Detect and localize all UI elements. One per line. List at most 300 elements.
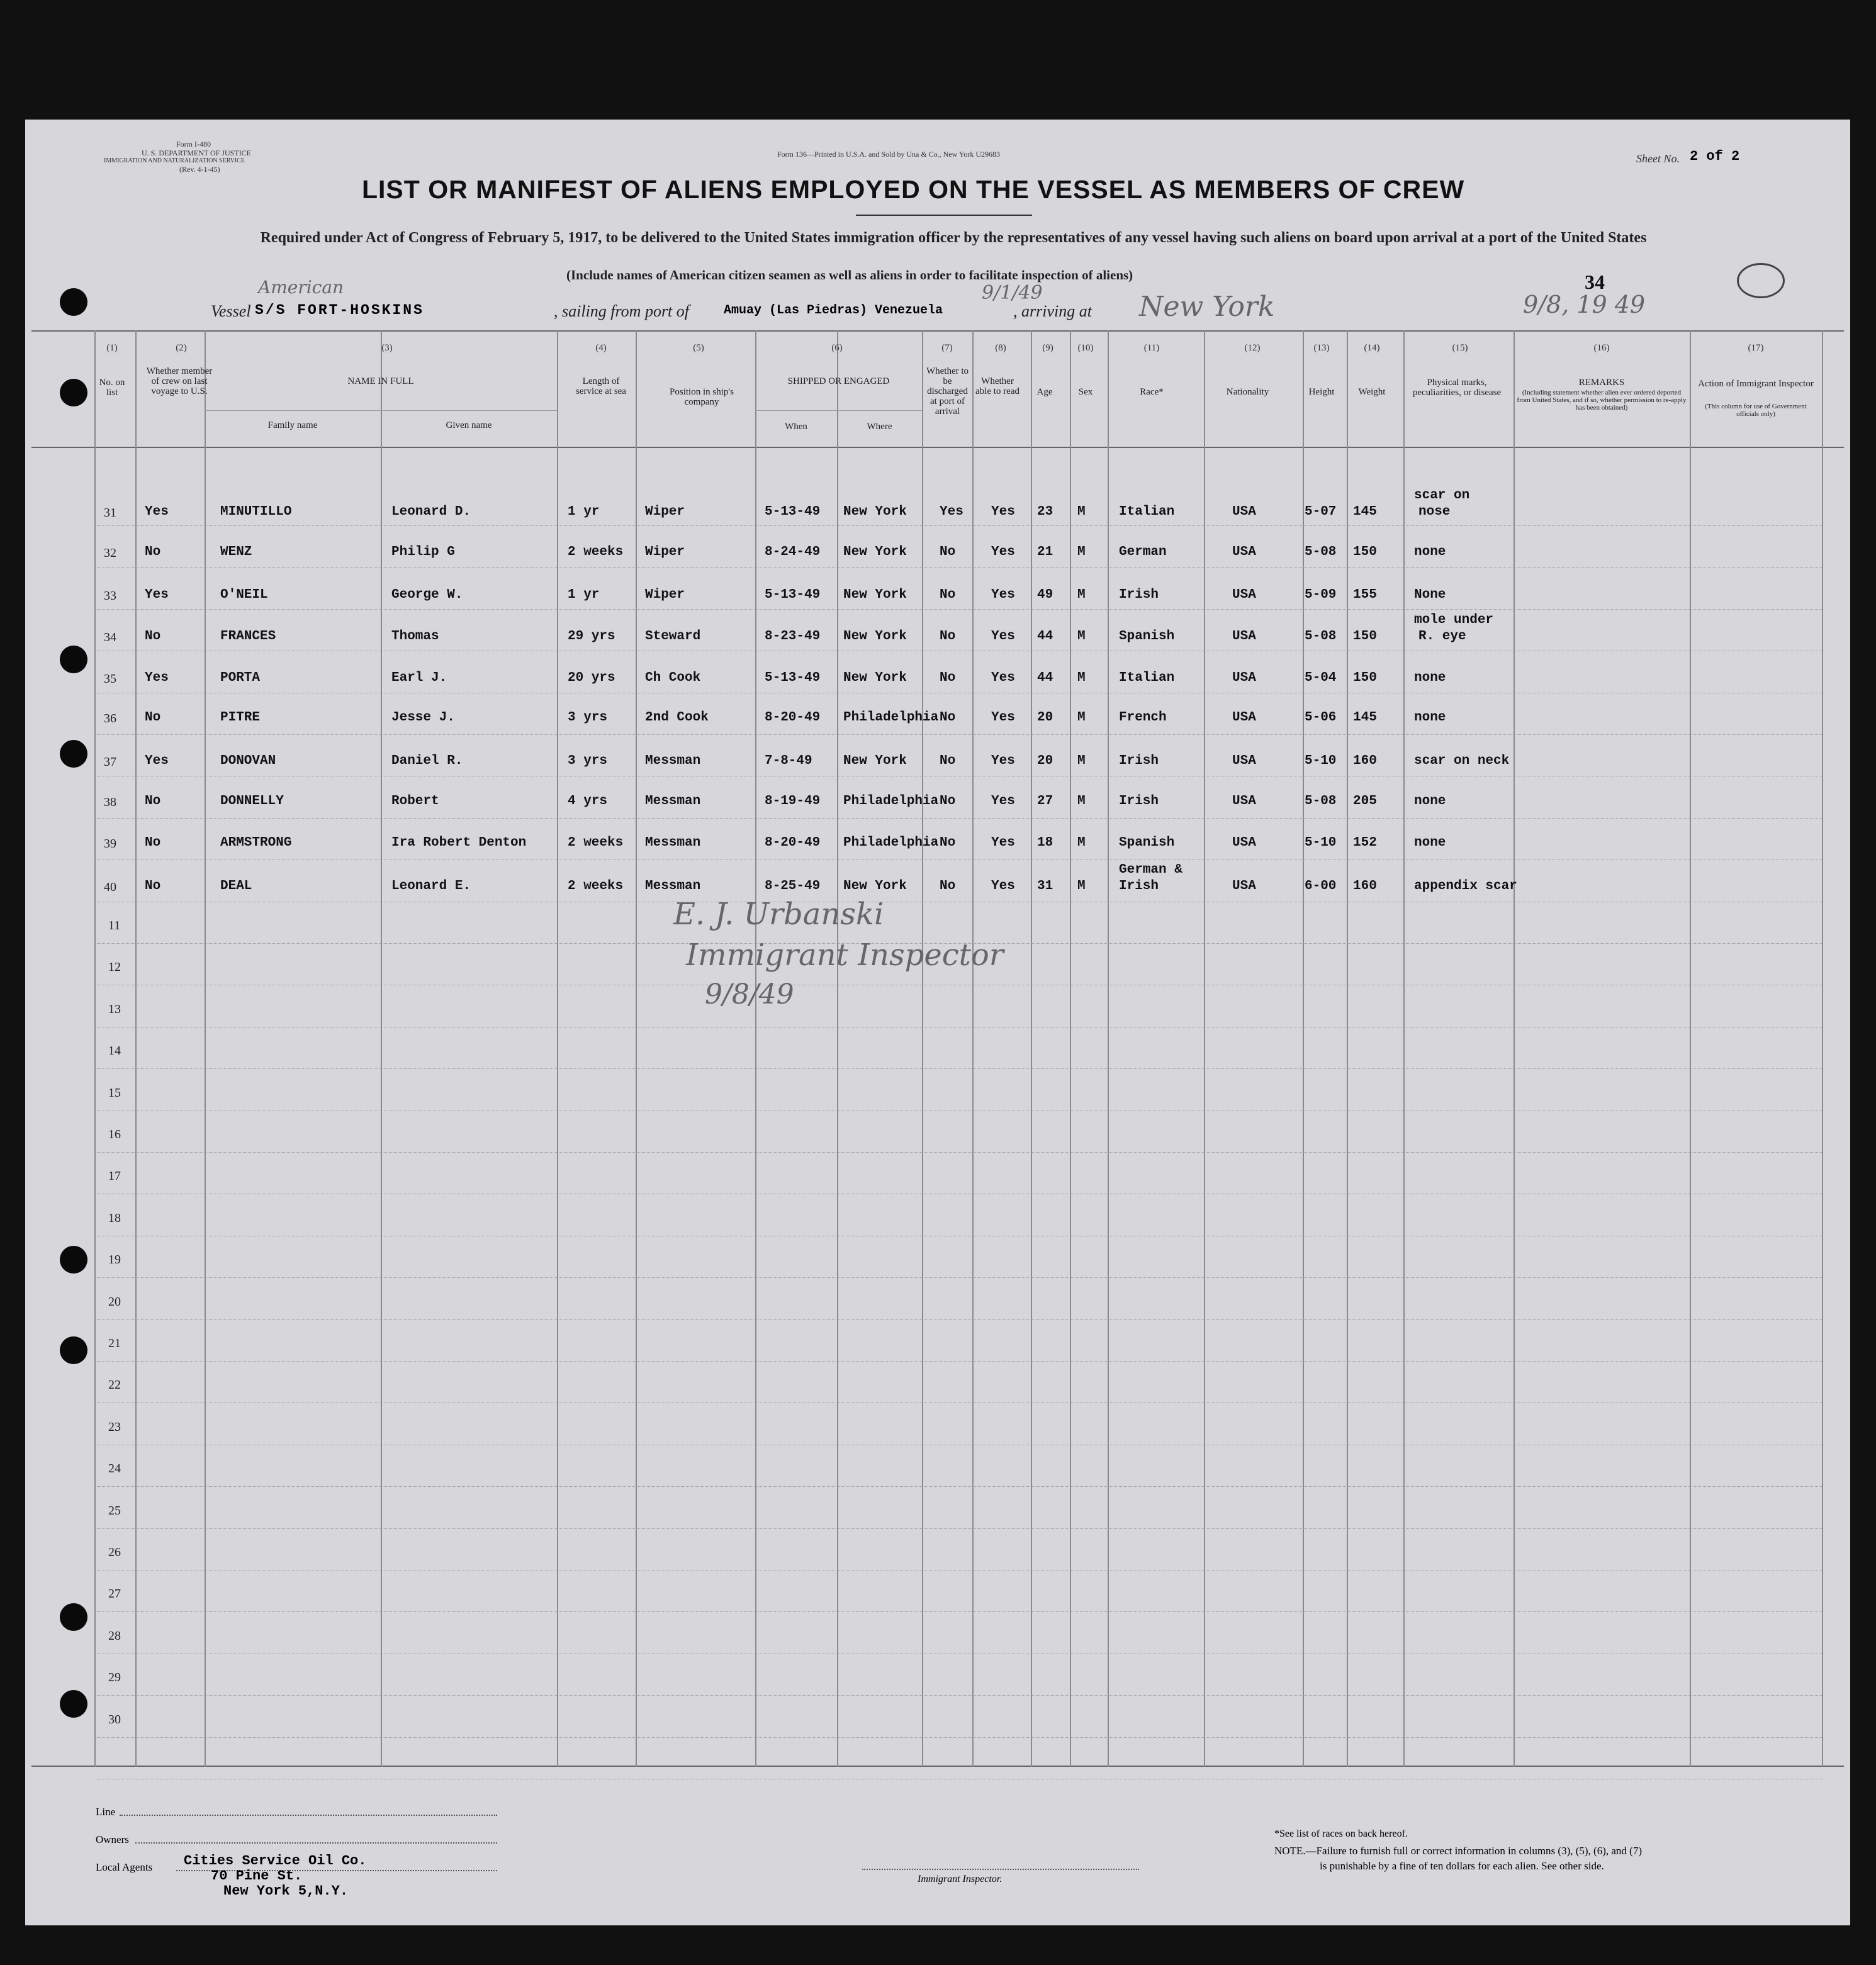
row-number: 22 bbox=[108, 1378, 121, 1392]
cell-nationality: USA bbox=[1232, 710, 1256, 725]
colnum-8: (8) bbox=[995, 343, 1006, 353]
line-label: Line bbox=[96, 1806, 116, 1818]
cell-family: DONOVAN bbox=[220, 754, 276, 768]
cell-where: Philadelphia bbox=[843, 836, 939, 850]
cell-nationality: USA bbox=[1232, 754, 1256, 768]
cell-age: 21 bbox=[1037, 545, 1053, 559]
inspector-label: Immigrant Inspector. bbox=[918, 1874, 1003, 1884]
row-number: 18 bbox=[108, 1211, 121, 1225]
colnum-14: (14) bbox=[1364, 343, 1380, 353]
revision: (Rev. 4-1-45) bbox=[179, 165, 220, 174]
cell-last-voyage: No bbox=[145, 545, 161, 559]
cell-sex: M bbox=[1077, 629, 1086, 644]
punch-hole bbox=[60, 1336, 87, 1364]
cell-marks: none bbox=[1414, 794, 1446, 809]
manifest-sheet bbox=[25, 120, 1850, 1925]
cell-service: 29 yrs bbox=[568, 629, 615, 644]
cell-age: 18 bbox=[1037, 836, 1053, 850]
row-number: 21 bbox=[108, 1336, 121, 1350]
cell-family: O'NEIL bbox=[220, 588, 268, 602]
sailing-date: 9/1/49 bbox=[982, 282, 1043, 304]
column-divider bbox=[557, 330, 558, 1767]
cell-given: Daniel R. bbox=[391, 754, 463, 768]
colnum-9: (9) bbox=[1042, 343, 1053, 353]
column-divider bbox=[922, 330, 923, 1767]
cell-weight: 155 bbox=[1353, 588, 1377, 602]
colnum-1: (1) bbox=[106, 343, 118, 353]
column-divider bbox=[205, 330, 206, 1767]
row-number: 35 bbox=[104, 672, 116, 686]
name-subheader-line bbox=[205, 410, 557, 411]
cell-discharged: No bbox=[940, 671, 956, 685]
cell-sex: M bbox=[1077, 671, 1086, 685]
note-text-2: is punishable by a fine of ten dollars for each alien. See other side. bbox=[1320, 1860, 1604, 1872]
row-number: 15 bbox=[108, 1085, 121, 1100]
cell-service: 2 weeks bbox=[568, 879, 624, 893]
header-race: Race* bbox=[1140, 387, 1164, 397]
colnum-2: (2) bbox=[176, 343, 187, 353]
colnum-10: (10) bbox=[1077, 343, 1094, 353]
header-last-voyage: Whether member of crew on last voyage to U.S. bbox=[146, 366, 213, 396]
colnum-15: (15) bbox=[1452, 343, 1468, 353]
cell-race: Irish bbox=[1119, 879, 1159, 893]
cell-nationality: USA bbox=[1232, 879, 1256, 893]
cell-given: Robert bbox=[391, 794, 439, 809]
cell-last-voyage: No bbox=[145, 794, 161, 809]
row-number: 34 bbox=[104, 630, 116, 644]
cell-service: 20 yrs bbox=[568, 671, 615, 685]
row-number: 28 bbox=[108, 1628, 121, 1643]
header-physical-marks: Physical marks, peculiarities, or disease bbox=[1412, 378, 1502, 398]
row-number: 17 bbox=[108, 1169, 121, 1184]
colnum-13: (13) bbox=[1313, 343, 1330, 353]
cell-where: New York bbox=[843, 754, 907, 768]
note-text: —Failure to furnish full or correct information in columns (3), (5), (6), and (7) bbox=[1305, 1845, 1642, 1857]
cell-height: 5-08 bbox=[1305, 794, 1337, 809]
cell-given: Leonard D. bbox=[391, 505, 471, 519]
agent-name: Cities Service Oil Co. bbox=[184, 1853, 367, 1869]
form-number: Form I-480 bbox=[176, 140, 211, 148]
cell-sex: M bbox=[1077, 710, 1086, 725]
cell-race: Spanish bbox=[1119, 629, 1175, 644]
cell-weight: 150 bbox=[1353, 545, 1377, 559]
inspector-title: Immigrant Inspector bbox=[686, 938, 1004, 973]
cell-where: Philadelphia bbox=[843, 794, 939, 809]
cell-when: 8-24-49 bbox=[765, 545, 821, 559]
cell-service: 1 yr bbox=[568, 505, 600, 519]
row-guide bbox=[94, 1611, 1822, 1612]
header-remarks: REMARKS bbox=[1578, 378, 1625, 388]
cell-marks: mole under bbox=[1414, 613, 1494, 627]
cell-discharged: No bbox=[940, 794, 956, 809]
cell-race: German bbox=[1119, 545, 1167, 559]
cell-age: 31 bbox=[1037, 879, 1053, 893]
inspector-field bbox=[862, 1869, 1139, 1870]
cell-position: 2nd Cook bbox=[645, 710, 709, 725]
colnum-6: (6) bbox=[831, 343, 843, 353]
punch-hole bbox=[60, 1603, 87, 1631]
column-divider bbox=[1108, 330, 1109, 1767]
row-number: 16 bbox=[108, 1128, 121, 1141]
cell-race: Spanish bbox=[1119, 836, 1175, 850]
cell-position: Messman bbox=[645, 754, 701, 768]
row-number: 32 bbox=[104, 546, 116, 560]
cell-sex: M bbox=[1077, 794, 1086, 809]
include-note: (Include names of American citizen seamen as well as aliens in order to facilitate inspection of aliens) bbox=[566, 267, 1133, 283]
row-guide bbox=[94, 1277, 1822, 1278]
cell-race: Irish bbox=[1119, 754, 1159, 768]
cell-family: DONNELLY bbox=[220, 794, 284, 809]
cell-when: 8-20-49 bbox=[765, 710, 821, 725]
header-bottom-border bbox=[31, 447, 1844, 448]
row-number: 11 bbox=[108, 919, 121, 932]
page-number: 34 bbox=[1585, 271, 1605, 293]
cell-where: New York bbox=[843, 671, 907, 685]
punch-hole bbox=[60, 646, 87, 673]
cell-weight: 150 bbox=[1353, 629, 1377, 644]
cell-height: 5-06 bbox=[1305, 710, 1337, 725]
cell-marks: none bbox=[1414, 671, 1446, 685]
punch-hole bbox=[60, 1690, 87, 1718]
cell-height: 5-07 bbox=[1305, 505, 1337, 519]
cell-discharged: No bbox=[940, 545, 956, 559]
cell-given: George W. bbox=[391, 588, 463, 602]
cell-weight: 150 bbox=[1353, 671, 1377, 685]
cell-read: Yes bbox=[991, 754, 1015, 768]
cell-when: 8-19-49 bbox=[765, 794, 821, 809]
cell-race: Irish bbox=[1119, 588, 1159, 602]
header-discharged: Whether to be discharged at port of arrival bbox=[926, 366, 969, 417]
column-divider bbox=[837, 330, 838, 1767]
cell-service: 2 weeks bbox=[568, 836, 624, 850]
row-number: 31 bbox=[104, 506, 116, 520]
cell-when: 5-13-49 bbox=[765, 505, 821, 519]
cell-age: 44 bbox=[1037, 629, 1053, 644]
cell-when: 8-23-49 bbox=[765, 629, 821, 644]
cell-age: 20 bbox=[1037, 710, 1053, 725]
column-divider bbox=[94, 330, 96, 1767]
row-number: 14 bbox=[108, 1044, 121, 1058]
cell-height: 5-08 bbox=[1305, 629, 1337, 644]
service: IMMIGRATION AND NATURALIZATION SERVICE bbox=[104, 157, 245, 164]
cell-family: PORTA bbox=[220, 671, 261, 685]
note-label-text: NOTE. bbox=[1274, 1845, 1306, 1857]
cell-family: DEAL bbox=[220, 879, 252, 893]
sheet-value: 2 of 2 bbox=[1690, 148, 1740, 164]
cell-height: 5-10 bbox=[1305, 836, 1337, 850]
cell-height: 6-00 bbox=[1305, 879, 1337, 893]
row-guide bbox=[94, 734, 1822, 735]
cell-sex: M bbox=[1077, 505, 1086, 519]
vessel-name: S/S FORT-HOSKINS bbox=[255, 302, 424, 318]
cell-service: 1 yr bbox=[568, 588, 600, 602]
cell-where: New York bbox=[843, 505, 907, 519]
signature-date: 9/8/49 bbox=[705, 978, 794, 1010]
header-height: Height bbox=[1308, 387, 1335, 397]
cell-marks: scar on bbox=[1414, 488, 1470, 503]
cell-age: 27 bbox=[1037, 794, 1053, 809]
cell-marks: appendix scar bbox=[1414, 879, 1517, 893]
cell-nationality: USA bbox=[1232, 588, 1256, 602]
header-sex: Sex bbox=[1078, 387, 1093, 397]
cell-last-voyage: No bbox=[145, 629, 161, 644]
header-able-to-read: Whether able to read bbox=[975, 376, 1019, 396]
arriving-port: New York bbox=[1139, 291, 1275, 323]
colnum-4: (4) bbox=[595, 343, 607, 353]
cell-age: 49 bbox=[1037, 588, 1053, 602]
row-guide bbox=[94, 1486, 1822, 1487]
cell-race: French bbox=[1119, 710, 1167, 725]
cell-service: 3 yrs bbox=[568, 710, 608, 725]
header-name-in-full: NAME IN FULL bbox=[347, 376, 414, 386]
cell-position: Steward bbox=[645, 629, 701, 644]
cell-when: 5-13-49 bbox=[765, 588, 821, 602]
cell-marks: nose bbox=[1418, 505, 1451, 519]
cell-read: Yes bbox=[991, 545, 1015, 559]
header-given-name: Given name bbox=[446, 420, 492, 430]
owners-label: Owners bbox=[96, 1833, 129, 1845]
row-number: 33 bbox=[104, 589, 116, 603]
cell-read: Yes bbox=[991, 879, 1015, 893]
cell-read: Yes bbox=[991, 505, 1015, 519]
cell-when: 8-20-49 bbox=[765, 836, 821, 850]
agent-city: New York 5,N.Y. bbox=[223, 1883, 349, 1899]
cell-given: Leonard E. bbox=[391, 879, 471, 893]
colnum-17: (17) bbox=[1748, 343, 1764, 353]
row-number: 40 bbox=[104, 880, 116, 894]
header-no-on-list: No. on list bbox=[99, 378, 125, 398]
department: U. S. DEPARTMENT OF JUSTICE bbox=[142, 148, 251, 157]
cell-last-voyage: Yes bbox=[145, 505, 169, 519]
races-note: *See list of races on back hereof. bbox=[1274, 1828, 1408, 1839]
cell-read: Yes bbox=[991, 794, 1015, 809]
cell-marks: scar on neck bbox=[1414, 754, 1510, 768]
cell-position: Messman bbox=[645, 794, 701, 809]
cell-read: Yes bbox=[991, 836, 1015, 850]
colnum-7: (7) bbox=[941, 343, 953, 353]
cell-service: 3 yrs bbox=[568, 754, 608, 768]
cell-last-voyage: Yes bbox=[145, 754, 169, 768]
port-name: Amuay (Las Piedras) Venezuela bbox=[724, 303, 943, 318]
cell-sex: M bbox=[1077, 545, 1086, 559]
shipped-subheader-line bbox=[755, 410, 922, 411]
header-action-note: (This column for use of Government officials only) bbox=[1705, 403, 1807, 418]
row-guide bbox=[94, 1695, 1822, 1696]
cell-last-voyage: No bbox=[145, 710, 161, 725]
column-divider bbox=[1303, 330, 1304, 1767]
page-title: LIST OR MANIFEST OF ALIENS EMPLOYED ON THE VESSEL AS MEMBERS OF CREW bbox=[362, 175, 1465, 204]
vessel-label: Vessel bbox=[211, 302, 251, 320]
cell-given: Jesse J. bbox=[391, 710, 455, 725]
row-number: 29 bbox=[108, 1671, 121, 1685]
row-guide bbox=[94, 567, 1822, 568]
cell-last-voyage: No bbox=[145, 836, 161, 850]
vessel-note: American bbox=[258, 277, 344, 298]
row-number: 38 bbox=[104, 795, 116, 809]
cell-sex: M bbox=[1077, 588, 1086, 602]
cell-when: 5-13-49 bbox=[765, 671, 821, 685]
column-divider bbox=[1403, 330, 1405, 1767]
cell-service: 4 yrs bbox=[568, 794, 608, 809]
column-divider bbox=[1514, 330, 1515, 1767]
punch-hole bbox=[60, 740, 87, 768]
row-number: 26 bbox=[108, 1545, 121, 1559]
cell-race: German & bbox=[1119, 863, 1182, 877]
column-divider bbox=[636, 330, 637, 1767]
cell-read: Yes bbox=[991, 629, 1015, 644]
cell-discharged: No bbox=[940, 879, 956, 893]
cell-age: 44 bbox=[1037, 671, 1053, 685]
cell-weight: 160 bbox=[1353, 754, 1377, 768]
cell-sex: M bbox=[1077, 836, 1086, 850]
row-number: 12 bbox=[108, 960, 121, 975]
row-guide bbox=[94, 1528, 1822, 1529]
column-divider bbox=[1070, 330, 1071, 1767]
subtitle: Required under Act of Congress of February 5, 1917, to be delivered to the United States immigration officer by the representatives of any vessel having such aliens on board upon arrival at a port of the United States bbox=[260, 230, 1647, 246]
row-number: 30 bbox=[108, 1712, 121, 1727]
punch-hole bbox=[60, 1246, 87, 1274]
cell-last-voyage: No bbox=[145, 879, 161, 893]
cell-height: 5-09 bbox=[1305, 588, 1337, 602]
cell-sex: M bbox=[1077, 879, 1086, 893]
cell-nationality: USA bbox=[1232, 505, 1256, 519]
cell-race: Irish bbox=[1119, 794, 1159, 809]
note-label bbox=[1274, 1845, 1642, 1857]
cell-marks: none bbox=[1414, 836, 1446, 850]
cell-when: 7-8-49 bbox=[765, 754, 812, 768]
cell-given: Ira Robert Denton bbox=[391, 836, 527, 850]
column-divider bbox=[135, 330, 137, 1767]
colnum-3: (3) bbox=[381, 343, 393, 353]
cell-service: 2 weeks bbox=[568, 545, 624, 559]
column-divider bbox=[381, 330, 382, 1767]
cell-family: ARMSTRONG bbox=[220, 836, 292, 850]
row-guide bbox=[94, 818, 1822, 819]
cell-given: Thomas bbox=[391, 629, 439, 644]
cell-when: 8-25-49 bbox=[765, 879, 821, 893]
cell-nationality: USA bbox=[1232, 671, 1256, 685]
cell-nationality: USA bbox=[1232, 545, 1256, 559]
cell-sex: M bbox=[1077, 754, 1086, 768]
cell-height: 5-08 bbox=[1305, 545, 1337, 559]
cell-weight: 205 bbox=[1353, 794, 1377, 809]
header-weight: Weight bbox=[1358, 387, 1386, 397]
cell-nationality: USA bbox=[1232, 836, 1256, 850]
cell-discharged: No bbox=[940, 836, 956, 850]
row-guide bbox=[94, 1361, 1822, 1362]
cell-marks: R. eye bbox=[1418, 629, 1466, 644]
cell-last-voyage: Yes bbox=[145, 588, 169, 602]
row-guide bbox=[94, 1737, 1822, 1738]
cell-marks: none bbox=[1414, 710, 1446, 725]
row-number: 23 bbox=[108, 1419, 121, 1434]
cell-weight: 145 bbox=[1353, 505, 1377, 519]
table-top-border bbox=[31, 330, 1844, 332]
header-when: When bbox=[785, 422, 807, 432]
cell-discharged: No bbox=[940, 754, 956, 768]
colnum-11: (11) bbox=[1143, 343, 1160, 353]
printer-line: Form 136—Printed in U.S.A. and Sold by Una & Co., New York U29683 bbox=[777, 150, 1001, 159]
cell-weight: 145 bbox=[1353, 710, 1377, 725]
cell-given: Philip G bbox=[391, 545, 455, 559]
row-guide bbox=[94, 525, 1822, 526]
cell-discharged: No bbox=[940, 588, 956, 602]
row-number: 19 bbox=[108, 1253, 121, 1267]
cell-position: Messman bbox=[645, 836, 701, 850]
cell-read: Yes bbox=[991, 588, 1015, 602]
cell-where: New York bbox=[843, 545, 907, 559]
header-action: Action of Immigrant Inspector bbox=[1698, 379, 1814, 389]
colnum-16: (16) bbox=[1593, 343, 1610, 353]
cell-where: New York bbox=[843, 879, 907, 893]
row-number: 27 bbox=[108, 1587, 121, 1601]
cell-weight: 152 bbox=[1353, 836, 1377, 850]
column-divider bbox=[755, 330, 756, 1767]
column-divider bbox=[972, 330, 974, 1767]
cell-position: Wiper bbox=[645, 588, 685, 602]
cell-nationality: USA bbox=[1232, 629, 1256, 644]
cell-position: Wiper bbox=[645, 505, 685, 519]
cell-discharged: No bbox=[940, 629, 956, 644]
cell-where: New York bbox=[843, 588, 907, 602]
row-guide bbox=[94, 609, 1822, 610]
row-number: 24 bbox=[108, 1462, 121, 1476]
sailing-label: , sailing from port of bbox=[554, 302, 690, 320]
header-where: Where bbox=[867, 422, 892, 432]
cell-where: New York bbox=[843, 629, 907, 644]
cell-family: MINUTILLO bbox=[220, 505, 292, 519]
row-guide bbox=[94, 859, 1822, 860]
column-divider bbox=[1347, 330, 1348, 1767]
cell-position: Wiper bbox=[645, 545, 685, 559]
cell-discharged: No bbox=[940, 710, 956, 725]
table-bottom-border bbox=[31, 1766, 1844, 1767]
title-underline bbox=[856, 215, 1032, 216]
cell-height: 5-10 bbox=[1305, 754, 1337, 768]
colnum-12: (12) bbox=[1244, 343, 1261, 353]
row-guide bbox=[94, 1152, 1822, 1153]
arriving-label: , arriving at bbox=[1013, 302, 1092, 320]
column-divider bbox=[1690, 330, 1691, 1767]
row-guide bbox=[94, 1068, 1822, 1069]
cell-family: WENZ bbox=[220, 545, 252, 559]
cell-read: Yes bbox=[991, 671, 1015, 685]
line-field bbox=[120, 1815, 497, 1816]
cell-marks: none bbox=[1414, 545, 1446, 559]
cell-age: 23 bbox=[1037, 505, 1053, 519]
row-guide bbox=[94, 1319, 1822, 1320]
cell-position: Messman bbox=[645, 879, 701, 893]
row-number: 13 bbox=[108, 1002, 121, 1016]
header-family-name: Family name bbox=[267, 420, 318, 430]
inspector-signature: E. J. Urbanski bbox=[673, 897, 884, 932]
header-length-service: Length of service at sea bbox=[576, 376, 626, 396]
column-divider bbox=[1031, 330, 1032, 1767]
header-nationality: Nationality bbox=[1226, 387, 1269, 397]
row-number: 36 bbox=[104, 712, 116, 725]
cell-height: 5-04 bbox=[1305, 671, 1337, 685]
header-shipped-engaged: SHIPPED OR ENGAGED bbox=[787, 376, 890, 386]
stamp-circle bbox=[1737, 263, 1785, 298]
cell-family: FRANCES bbox=[220, 629, 276, 644]
punch-hole bbox=[60, 379, 87, 406]
cell-last-voyage: Yes bbox=[145, 671, 169, 685]
cell-race: Italian bbox=[1119, 505, 1175, 519]
cell-weight: 160 bbox=[1353, 879, 1377, 893]
cell-race: Italian bbox=[1119, 671, 1175, 685]
sheet-label: Sheet No. bbox=[1636, 152, 1680, 165]
row-number: 25 bbox=[108, 1503, 121, 1518]
